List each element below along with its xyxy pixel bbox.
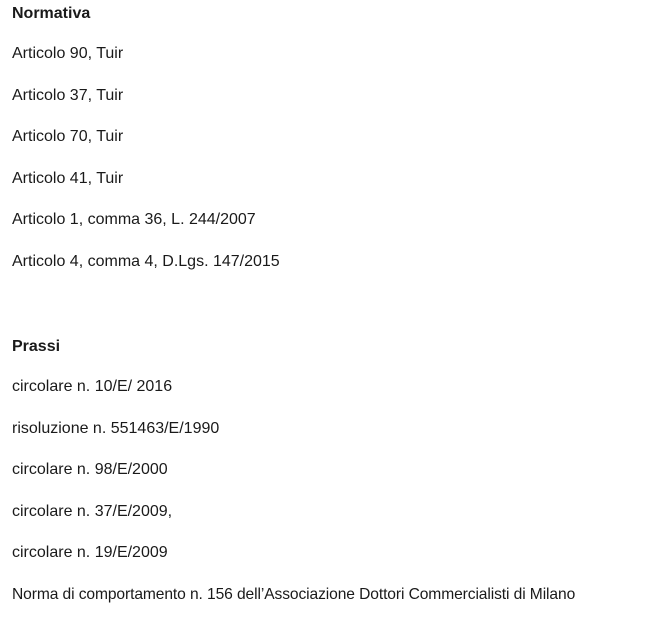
prassi-list: [12, 377, 575, 627]
normativa-item: Articolo 70, Tuir: [12, 128, 124, 146]
normativa-item: Articolo 4, comma 4, D.Lgs. 147/2015: [12, 252, 280, 270]
prassi-item: circolare n. 10/E/ 2016: [12, 378, 173, 395]
prassi-item: circolare n. 98/E/2000: [12, 461, 168, 479]
normativa-heading: Normativa: [12, 5, 91, 22]
prassi-item: risoluzione n. 551463/E/1990: [12, 419, 220, 437]
normativa-item: Articolo 41, Tuir: [12, 169, 124, 187]
normativa-item: Articolo 1, comma 36, L. 244/2007: [12, 211, 256, 229]
prassi-item: Norma di comportamento n. 156 dell’Associazione Dottori Commercialisti di Milano: [12, 585, 576, 603]
prassi-item: circolare n. 37/E/2009,: [12, 502, 173, 520]
normativa-item: Articolo 90, Tuir: [12, 45, 124, 62]
normativa-item: Articolo 37, Tuir: [12, 86, 124, 104]
normativa-list: [12, 44, 280, 294]
prassi-heading: Prassi: [12, 338, 61, 355]
prassi-item: circolare n. 19/E/2009: [12, 544, 168, 562]
